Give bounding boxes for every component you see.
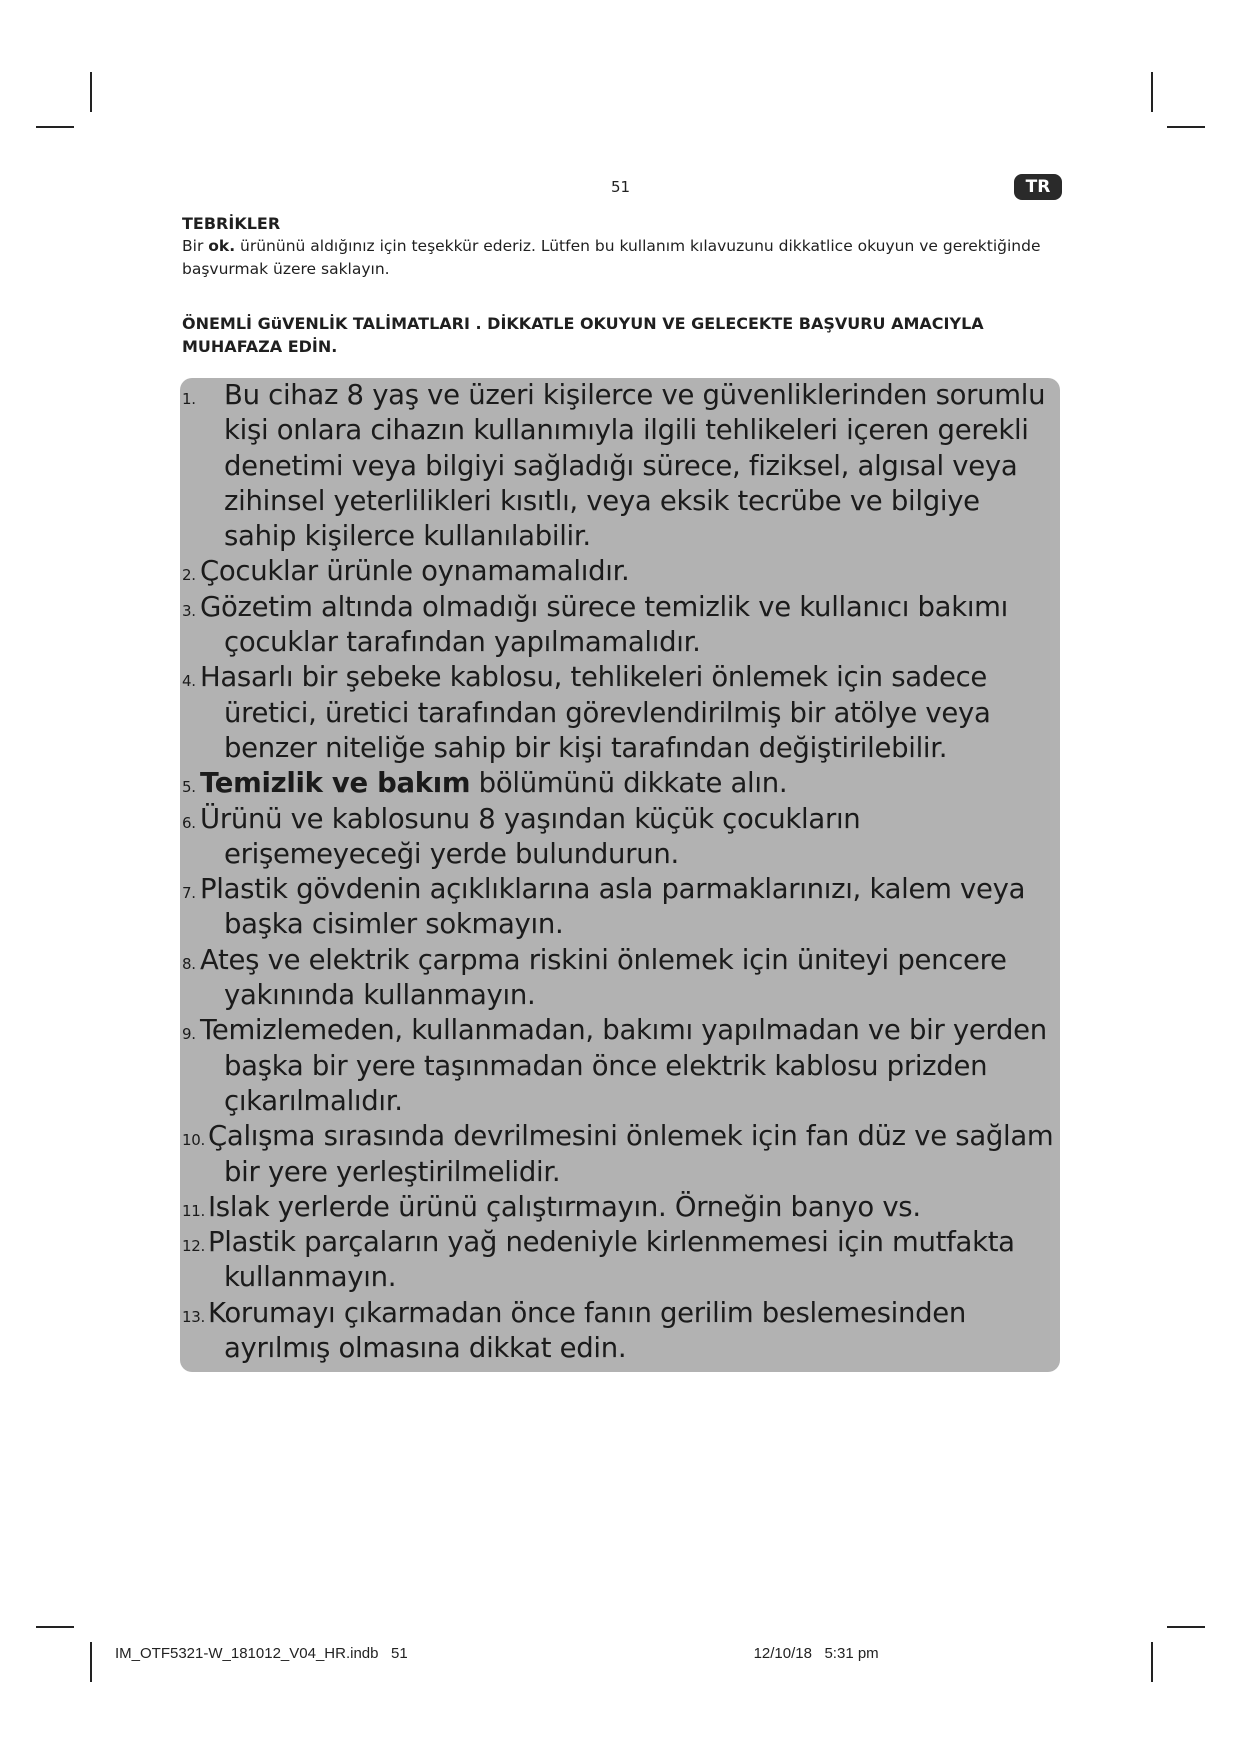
item-number: 4.: [182, 672, 196, 691]
item-number: 11.: [182, 1201, 205, 1220]
item-number: 13.: [182, 1307, 205, 1326]
list-item: [180, 1190, 1060, 1225]
crop-mark: [1167, 126, 1205, 128]
crop-mark: [36, 126, 74, 128]
item-text: Islak yerlerde ürünü çalıştırmayın. Örneğin banyo vs.: [208, 1190, 921, 1223]
list-item: [180, 590, 1060, 661]
item-text: Gözetim altında olmadığı sürece temizlik ve kullanıcı bakımı çocuklar tarafından yapılmamalıdır.: [200, 590, 1008, 659]
list-item: [180, 766, 1060, 801]
item-number: 8.: [182, 954, 196, 973]
intro-text: [182, 235, 1062, 281]
language-badge: TR: [1014, 174, 1062, 200]
crop-mark: [90, 1642, 92, 1682]
list-item: [180, 802, 1060, 873]
item-number: 12.: [182, 1237, 205, 1256]
crop-mark: [1151, 72, 1153, 112]
item-number: 3.: [182, 601, 196, 620]
item-text: Plastik parçaların yağ nedeniyle kirlenmemesi için mutfakta kullanmayın.: [208, 1226, 1015, 1294]
list-item: [180, 872, 1060, 943]
list-item: [180, 1119, 1060, 1190]
list-item: [180, 943, 1060, 1014]
list-item: [180, 1296, 1060, 1367]
item-text: bölümünü dikkate alın.: [470, 767, 788, 800]
crop-mark: [1151, 1642, 1153, 1682]
item-number: 1.: [182, 390, 196, 408]
brand-name: ok.: [208, 237, 236, 255]
item-text: Ateş ve elektrik çarpma riskini önlemek için üniteyi pencere yakınında kullanmayın.: [200, 943, 1007, 1012]
intro-text-after: ürününü aldığınız için teşekkür ederiz. Lütfen bu kullanım kılavuzunu dikkatlice okuyun ve gerektiğinde başvurmak üzere saklayın.: [182, 237, 1041, 278]
crop-mark: [36, 1626, 74, 1628]
item-bold-term: Temizlik ve bakım: [200, 767, 471, 800]
list-item: [180, 1013, 1060, 1119]
item-number: 7.: [182, 884, 196, 903]
item-text: Çocuklar ürünle oynamamalıdır.: [200, 555, 630, 588]
crop-mark: [90, 72, 92, 112]
item-text: Bu cihaz 8 yaş ve üzeri kişilerce ve güvenliklerinden sorumlu kişi onlara cihazın kullanımıyla ilgili tehlikeleri içeren gerekli denetimi veya bilgiyi sağladığı sürece, fiziksel, algısal veya zihinsel yeterlilikleri kısıtlı, veya eksik tecrübe ve bilgiye sahip kişilerce kullanılabilir.: [224, 379, 1046, 553]
item-text: Çalışma sırasında devrilmesini önlemek için fan düz ve sağlam bir yere yerleştirilmelidir.: [208, 1120, 1054, 1188]
crop-mark: [1167, 1626, 1205, 1628]
list-item: [180, 660, 1060, 766]
item-text: Ürünü ve kablosunu 8 yaşından küçük çocukların erişemeyeceği yerde bulundurun.: [200, 802, 861, 870]
item-number: 9.: [182, 1025, 196, 1044]
intro-text-before: Bir: [182, 237, 209, 255]
item-text: Temizlemeden, kullanmadan, bakımı yapılmadan ve bir yerden başka bir yere taşınmadan önce elektrik kablosu prizden çıkarılmalıdır.: [200, 1014, 1047, 1117]
item-number: 2.: [182, 566, 196, 585]
intro-section: [182, 214, 1062, 281]
item-text: Hasarlı bir şebeke kablosu, tehlikeleri önlemek için sadece üretici, üretici tarafından görevlendirilmiş bir atölye veya benzer niteliğe sahip bir kişi tarafından değiştirilebilir.: [200, 661, 991, 764]
item-text: Korumayı çıkarmadan önce fanın gerilim beslemesinden ayrılmış olmasına dikkat edin.: [208, 1296, 967, 1365]
page-number: 51: [610, 178, 631, 196]
list-item: [180, 554, 1060, 589]
item-number: 5.: [182, 778, 196, 797]
item-text: Plastik gövdenin açıklıklarına asla parmaklarınızı, kalem veya başka cisimler sokmayın.: [200, 873, 1026, 941]
list-item: [180, 378, 1060, 554]
intro-title: TEBRİKLER: [182, 214, 281, 233]
safety-heading: ÖNEMLİ GüVENLİK TALİMATLARI . DİKKATLE OKUYUN VE GELECEKTE BAŞVURU AMACIYLA MUHAFAZA EDİN.: [182, 314, 984, 356]
print-slug-footer: IM_OTF5321-W_181012_V04_HR.indb 51 12/10/18 5:31 pm: [115, 1645, 879, 1662]
safety-list: [180, 378, 1060, 1366]
safety-instructions-box: [180, 378, 1060, 1372]
item-number: 10.: [182, 1131, 205, 1150]
list-item: [180, 1225, 1060, 1296]
item-number: 6.: [182, 813, 196, 832]
